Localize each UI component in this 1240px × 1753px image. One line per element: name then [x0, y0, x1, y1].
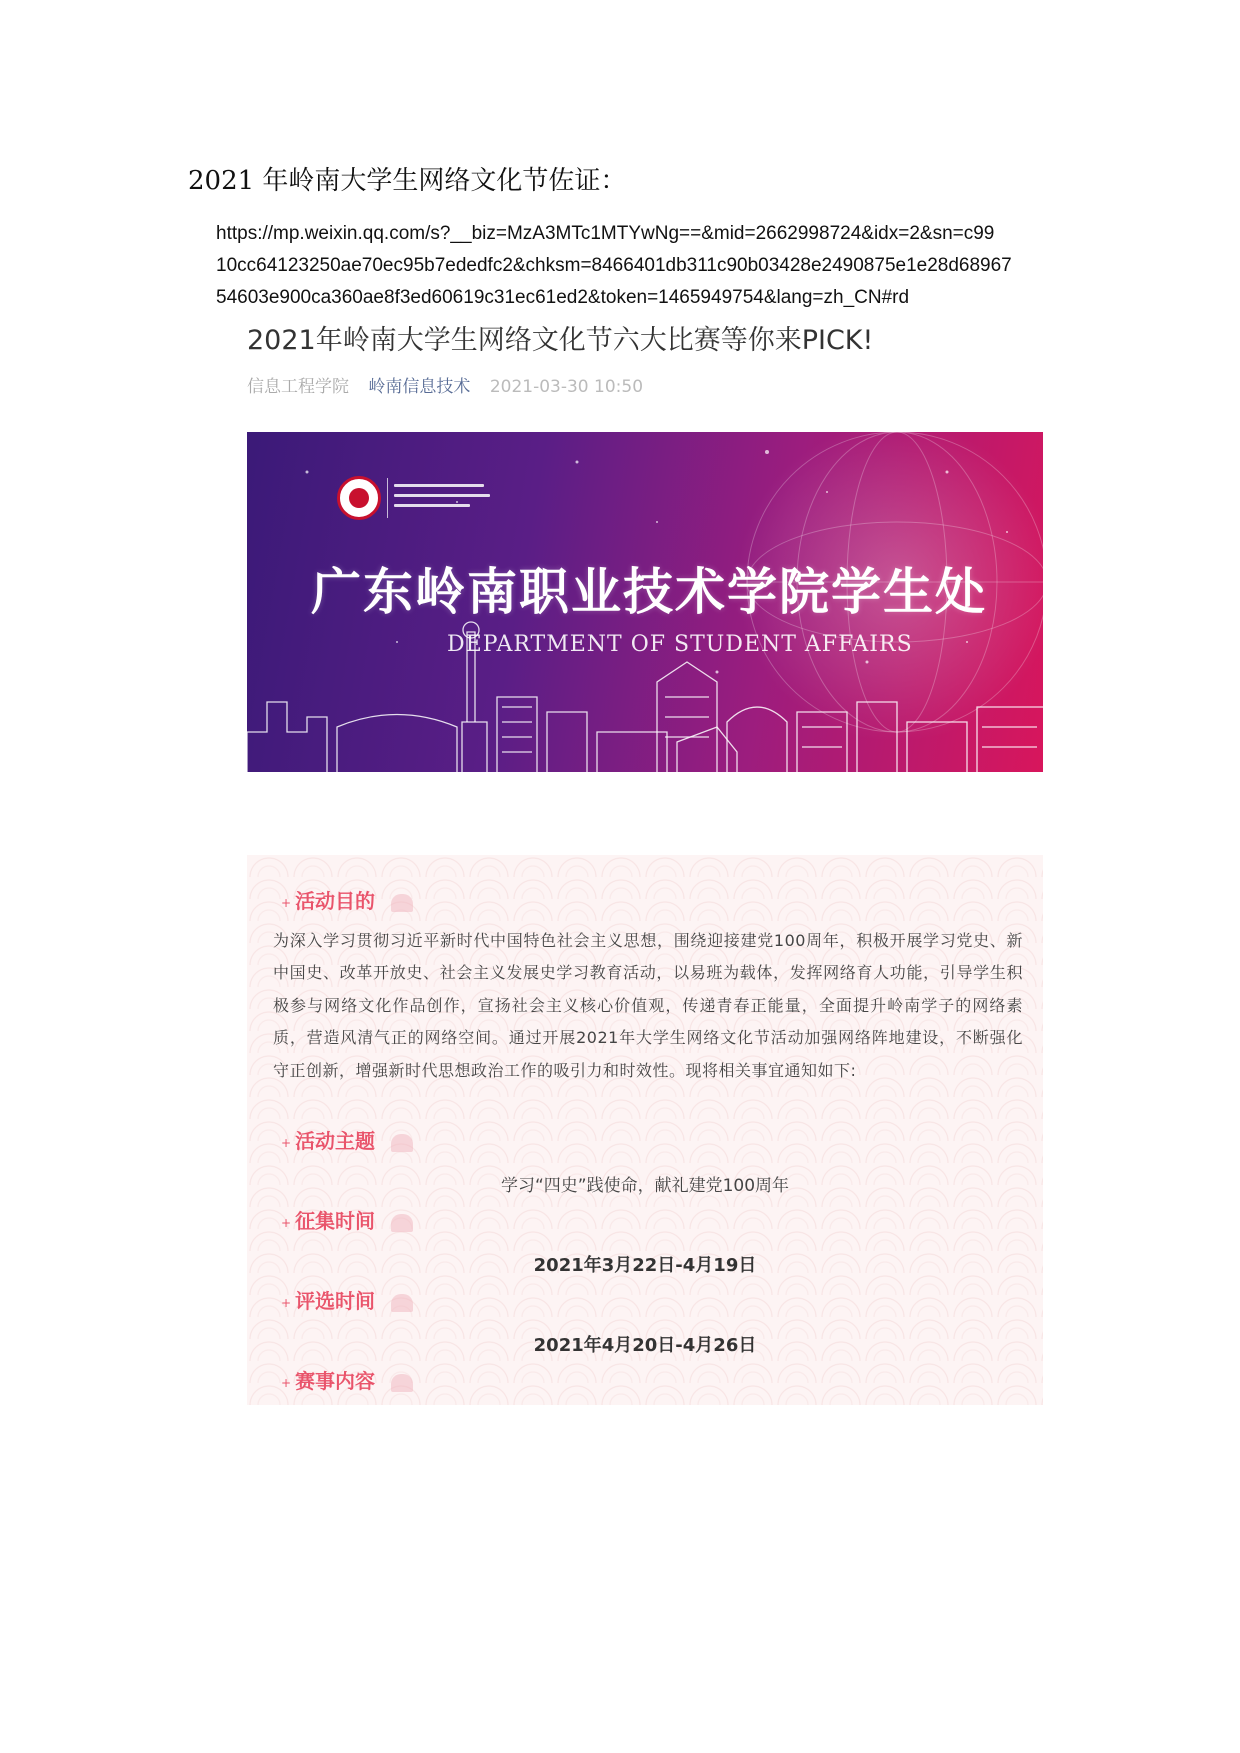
url-line: 54603e900ca360ae8f3ed60619c31ec61ed2&token=1465949754&lang=zh_CN#rd — [216, 287, 910, 308]
banner-image — [247, 432, 1043, 772]
decor-icon — [391, 1374, 413, 1392]
collection-time-text: 2021年3月22日-4月19日 — [533, 1255, 757, 1276]
article-date: 2021-03-30 10:50 — [489, 377, 644, 397]
plus-icon: + — [281, 895, 292, 910]
section-heading-theme: + 活动主题 — [281, 1125, 413, 1155]
decor-icon — [391, 894, 413, 912]
decor-icon — [391, 1214, 413, 1232]
selection-time-text: 2021年4月20日-4月26日 — [533, 1335, 757, 1356]
decor-icon — [391, 1134, 413, 1152]
plus-icon: + — [281, 1295, 292, 1310]
section-heading-contest-content: + 赛事内容 — [281, 1365, 413, 1395]
article-url[interactable] — [216, 218, 1076, 314]
banner-subtitle: DEPARTMENT OF STUDENT AFFAIRS — [447, 632, 913, 657]
plus-icon: + — [281, 1215, 292, 1230]
plus-icon: + — [281, 1375, 292, 1390]
url-line: 10cc64123250ae70ec95b7ededfc2&chksm=8466401db311c90b03428e2490875e1e28d68967 — [216, 255, 1012, 276]
decor-icon — [391, 1294, 413, 1312]
section-heading-purpose: + 活动目的 — [281, 885, 413, 915]
banner-title: 广东岭南职业技术学院学生处 — [311, 563, 987, 621]
college-emblem-icon — [337, 476, 381, 520]
section-heading-collection-time: + 征集时间 — [281, 1205, 413, 1235]
article-title: 2021年岭南大学生网络文化节六大比赛等你来PICK! — [247, 325, 874, 356]
notice-image — [247, 855, 1043, 1405]
article-account-link[interactable]: 岭南信息技术 — [368, 377, 471, 397]
article-meta — [247, 372, 657, 397]
document-heading: 2021 年岭南大学生网络文化节佐证： — [188, 166, 627, 196]
section-heading-selection-time: + 评选时间 — [281, 1285, 413, 1315]
theme-text: 学习“四史”践使命，献礼建党100周年 — [500, 1176, 790, 1196]
url-line: https://mp.weixin.qq.com/s?__biz=MzA3MTc1MTYwNg==&mid=2662998724&idx=2&sn=c99 — [216, 223, 995, 244]
article-author: 信息工程学院 — [247, 377, 349, 397]
purpose-paragraph: 为深入学习贯彻习近平新时代中国特色社会主义思想，围绕迎接建党100周年，积极开展学习党史、新中国史、改革开放史、社会主义发展史学习教育活动，以易班为载体，发挥网络育人功能，引导学生积极参与网络文化作品创作，宣扬社会主义核心价值观，传递青春正能量，全面提升岭南学子的网络素质，营造风清气正的网络空间。通过开展2021年大学生网络文化节活动加强网络阵地建设，不断强化守正创新，增强新时代思想政治工作的吸引力和时效性。现将相关事宜通知如下: — [273, 931, 1023, 1080]
plus-icon: + — [281, 1135, 292, 1150]
college-logo-wordmark-icon — [387, 478, 498, 518]
